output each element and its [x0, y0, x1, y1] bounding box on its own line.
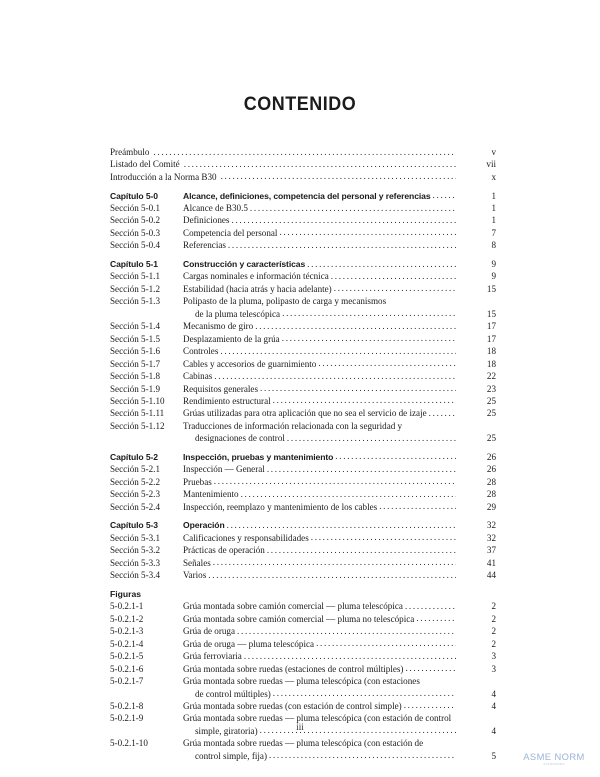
toc-section-row[interactable]	[110, 569, 496, 581]
toc-leader-dots	[279, 227, 456, 239]
toc-entry-title: Alcance de B30.5	[183, 203, 248, 213]
toc-entry-page: 3	[491, 651, 496, 662]
toc-entry-page: 28	[486, 489, 496, 500]
toc-leader-dots	[318, 358, 456, 370]
toc-entry-title-wrap	[183, 420, 456, 432]
toc-entry-page: 22	[486, 371, 496, 382]
toc-entry-title: Grúa de oruga — pluma telescópica	[183, 638, 315, 649]
table-of-contents	[110, 146, 496, 762]
toc-section-row[interactable]	[110, 383, 496, 395]
toc-entry-number: Sección 5-0.1	[110, 203, 161, 213]
toc-entry-page: 32	[486, 532, 496, 543]
toc-entry-title: Requisitos generales	[183, 383, 259, 394]
toc-entry-title: Referencias	[183, 240, 226, 251]
toc-figure-row[interactable]	[110, 650, 496, 662]
toc-entry-title-wrap	[183, 650, 456, 662]
toc-figure-row-cont[interactable]	[110, 688, 496, 700]
watermark-sub-text: STANDARDS	[543, 762, 565, 766]
toc-section-row[interactable]	[110, 270, 496, 282]
toc-entry-title: Definiciones	[183, 215, 230, 226]
toc-leader-dots	[269, 750, 456, 762]
toc-entry-page: x	[491, 171, 496, 182]
toc-leader-dots	[416, 613, 456, 625]
toc-entry-number: 5-0.2.1-5	[110, 651, 144, 662]
toc-entry-title-wrap	[183, 270, 456, 282]
toc-front-matter-row[interactable]	[110, 146, 496, 158]
toc-entry-title-wrap	[219, 171, 456, 183]
toc-entry-title-wrap	[151, 146, 456, 158]
toc-entry-page: 41	[486, 557, 496, 568]
toc-entry-title: Grúa montada sobre ruedas (con estación de control simple)	[183, 700, 402, 711]
toc-entry-title-wrap	[183, 688, 456, 700]
toc-entry-title: de control múltiples)	[195, 688, 271, 699]
toc-entry-number: Sección 5-3.3	[110, 557, 161, 568]
toc-section-row[interactable]	[110, 239, 496, 251]
toc-entry-number: 5-0.2.1-8	[110, 700, 144, 711]
toc-leader-dots	[405, 600, 456, 612]
toc-entry-number: 5-0.2.1-3	[110, 626, 144, 637]
toc-section-row[interactable]	[110, 370, 496, 382]
toc-entry-page: 25	[486, 395, 496, 406]
toc-entry-title: Cables y accesorios de guarnimiento	[183, 358, 317, 369]
toc-entry-number: Sección 5-0.2	[110, 215, 161, 226]
toc-entry-title-wrap	[183, 239, 456, 251]
toc-leader-dots	[379, 501, 456, 513]
toc-entry-title: simple, giratoria)	[195, 725, 258, 736]
toc-entry-title: Grúa montada sobre camión comercial — pluma telescópica	[183, 601, 403, 612]
toc-figure-row[interactable]	[110, 737, 496, 749]
toc-leader-dots	[335, 451, 456, 463]
toc-entry-title-wrap	[183, 544, 456, 556]
toc-chapter-row[interactable]	[110, 519, 496, 531]
toc-entry-title-wrap	[183, 395, 456, 407]
toc-entry-number: Sección 5-3.4	[110, 570, 161, 581]
toc-entry-number: Sección 5-2.1	[110, 464, 161, 475]
toc-entry-title: Grúa montada sobre ruedas — pluma telescópica (con estación de control	[183, 713, 452, 724]
toc-entry-title-wrap	[183, 333, 456, 345]
toc-section-row[interactable]	[110, 333, 496, 345]
toc-leader-dots	[153, 146, 456, 158]
toc-chapter-row[interactable]	[110, 451, 496, 463]
toc-entry-title-wrap	[183, 700, 456, 712]
toc-entry-number: 5-0.2.1-4	[110, 638, 144, 649]
toc-leader-dots	[214, 476, 456, 488]
toc-entry-title-wrap	[183, 737, 456, 749]
toc-entry-title-wrap	[183, 557, 456, 569]
toc-entry-page: 18	[486, 358, 496, 369]
toc-section-row[interactable]	[110, 202, 496, 214]
toc-leader-dots	[429, 407, 456, 419]
toc-leader-dots	[273, 688, 456, 700]
toc-entry-page: vii	[486, 159, 496, 170]
toc-entry-number: 5-0.2.1-2	[110, 613, 144, 624]
toc-entry-page: 1	[491, 215, 496, 226]
toc-entry-page: 32	[486, 520, 496, 531]
toc-entry-title: Señales	[183, 557, 211, 568]
toc-entry-title-wrap	[183, 600, 456, 612]
toc-entry-title-wrap	[183, 569, 456, 581]
toc-entry-number: Sección 5-1.9	[110, 383, 161, 394]
toc-figure-row[interactable]	[110, 600, 496, 612]
toc-figure-row[interactable]	[110, 613, 496, 625]
toc-chapter-row[interactable]	[110, 258, 496, 270]
toc-entry-number: Sección 5-2.4	[110, 501, 161, 512]
toc-entry-title: Grúa montada sobre camión comercial — pluma no telescópica	[183, 613, 415, 624]
toc-section-row[interactable]	[110, 476, 496, 488]
toc-entry-title: de la pluma telescópica	[195, 308, 281, 319]
toc-front-matter-row[interactable]	[110, 171, 496, 183]
toc-leader-dots	[220, 345, 456, 357]
toc-section-row[interactable]	[110, 407, 496, 419]
toc-entry-number: Sección 5-1.10	[110, 395, 165, 406]
toc-entry-number: Capítulo 5-2	[110, 451, 158, 462]
toc-section-row[interactable]	[110, 283, 496, 295]
toc-leader-dots	[307, 258, 456, 270]
toc-entry-title-wrap	[183, 383, 456, 395]
toc-entry-number: Listado del Comité	[110, 159, 180, 170]
toc-leader-dots	[241, 488, 456, 500]
toc-entry-title: Varios	[183, 570, 207, 581]
toc-entry-number: Sección 5-1.8	[110, 371, 161, 382]
toc-entry-title-wrap	[183, 519, 456, 531]
toc-entry-title-wrap	[183, 750, 456, 762]
toc-entry-number: Sección 5-0.3	[110, 227, 161, 238]
toc-entry-title: Cargas nominales e información técnica	[183, 271, 329, 282]
toc-entry-title-wrap	[183, 613, 456, 625]
toc-entry-title-wrap	[183, 532, 456, 544]
toc-leader-dots	[221, 171, 456, 183]
toc-leader-dots	[287, 432, 456, 444]
toc-entry-title: Construcción y características	[183, 259, 306, 269]
toc-entry-title-wrap	[183, 258, 456, 270]
toc-leader-dots	[255, 320, 456, 332]
toc-figure-row-cont[interactable]	[110, 750, 496, 762]
toc-section-row[interactable]	[110, 557, 496, 569]
toc-leader-dots	[433, 190, 456, 202]
toc-leader-dots	[316, 638, 456, 650]
toc-entry-title: Pruebas	[183, 476, 212, 487]
toc-entry-page: 2	[491, 601, 496, 612]
toc-entry-number: Sección 5-3.1	[110, 532, 161, 543]
toc-entry-title-wrap	[183, 501, 456, 513]
toc-entry-title: Inspección, pruebas y mantenimiento	[183, 451, 334, 462]
toc-leader-dots	[282, 308, 456, 320]
toc-section-row[interactable]	[110, 295, 496, 307]
toc-entry-page: 18	[486, 346, 496, 357]
toc-entry-title-wrap	[183, 625, 456, 637]
toc-entry-number: Capítulo 5-0	[110, 190, 158, 201]
toc-entry-page: 17	[486, 321, 496, 332]
toc-entry-title-wrap	[183, 214, 456, 226]
toc-entry-title: control simple, fija)	[195, 750, 267, 761]
toc-entry-title-wrap	[183, 407, 456, 419]
toc-entry-title: Inspección — General	[183, 464, 265, 475]
toc-entry-title-wrap	[183, 451, 456, 463]
page-title: CONTENIDO	[243, 93, 357, 115]
toc-entry-title: Grúa montada sobre ruedas — pluma telescópica (con estación de	[183, 738, 424, 749]
toc-entry-title: Prácticas de operación	[183, 545, 265, 556]
toc-entry-number: 5-0.2.1-7	[110, 676, 144, 687]
toc-entry-title-wrap	[182, 158, 456, 170]
toc-leader-dots	[231, 214, 456, 226]
toc-figure-row[interactable]	[110, 700, 496, 712]
toc-figures-heading-label: Figuras	[110, 588, 142, 599]
toc-entry-number: Sección 5-2.3	[110, 489, 161, 500]
toc-entry-title-wrap	[183, 675, 456, 687]
toc-entry-number: Sección 5-1.3	[110, 296, 161, 307]
toc-section-row[interactable]	[110, 544, 496, 556]
toc-section-row[interactable]	[110, 345, 496, 357]
toc-leader-dots	[405, 663, 456, 675]
toc-section-row[interactable]	[110, 395, 496, 407]
toc-entry-title-wrap	[183, 476, 456, 488]
toc-entry-number: Sección 5-1.7	[110, 358, 161, 369]
toc-entry-title: Grúas utilizadas para otra aplicación que no sea el servicio de izaje	[183, 408, 427, 419]
toc-entry-page: 2	[491, 638, 496, 649]
toc-entry-number: Sección 5-2.2	[110, 476, 161, 487]
toc-leader-dots	[227, 519, 456, 531]
toc-entry-number: Sección 5-1.1	[110, 271, 161, 282]
toc-entry-page: 5	[491, 750, 496, 761]
toc-entry-number: Sección 5-1.12	[110, 420, 165, 431]
toc-entry-title: Cabinas	[183, 371, 213, 382]
toc-entry-title: designaciones de control	[195, 433, 285, 444]
toc-leader-dots	[311, 532, 456, 544]
toc-section-row[interactable]	[110, 320, 496, 332]
toc-entry-number: Capítulo 5-3	[110, 520, 158, 531]
toc-chapter-row[interactable]	[110, 190, 496, 202]
toc-entry-page: 3	[491, 663, 496, 674]
toc-entry-number: Capítulo 5-1	[110, 259, 158, 269]
toc-entry-number: 5-0.2.1-1	[110, 601, 144, 612]
watermark-main-text: ASME NORM	[523, 751, 585, 762]
toc-entry-number: Sección 5-1.2	[110, 283, 161, 294]
toc-entry-title: Competencia del personal	[183, 227, 278, 238]
toc-entry-page: 2	[491, 613, 496, 624]
toc-leader-dots	[213, 557, 456, 569]
toc-leader-dots	[334, 283, 456, 295]
toc-leader-dots	[331, 270, 456, 282]
toc-leader-dots	[273, 395, 456, 407]
toc-entry-page: 23	[486, 383, 496, 394]
toc-section-row[interactable]	[110, 420, 496, 432]
toc-entry-number: Preámbulo	[110, 147, 150, 157]
toc-section-row[interactable]	[110, 227, 496, 239]
toc-section-row[interactable]	[110, 532, 496, 544]
toc-entry-title-wrap	[183, 663, 456, 675]
toc-entry-page: 15	[486, 308, 496, 319]
toc-entry-page: 1	[491, 203, 496, 213]
toc-entry-page: 4	[491, 688, 496, 699]
toc-entry-page: 1	[491, 190, 496, 201]
toc-entry-title-wrap	[183, 370, 456, 382]
toc-entry-title: Rendimiento estructural	[183, 395, 271, 406]
toc-entry-number: 5-0.2.1-10	[110, 738, 148, 749]
toc-entry-number: Sección 5-1.4	[110, 321, 161, 332]
toc-entry-page: 2	[491, 626, 496, 637]
toc-entry-title: Traducciones de información relacionada con la seguridad y	[183, 420, 403, 431]
toc-figure-row[interactable]	[110, 638, 496, 650]
toc-entry-page: 8	[491, 240, 496, 251]
asme-norm-watermark	[512, 752, 596, 767]
toc-entry-title: Grúa de oruga	[183, 626, 236, 637]
toc-entry-page: 26	[486, 451, 496, 462]
toc-figure-row[interactable]	[110, 663, 496, 675]
toc-entry-title: Grúa montada sobre ruedas — pluma telescópica (con estaciones	[183, 676, 420, 687]
toc-entry-title-wrap	[183, 488, 456, 500]
toc-entry-number: Sección 5-1.5	[110, 333, 161, 344]
toc-entry-page: 4	[491, 700, 496, 711]
toc-leader-dots	[214, 370, 456, 382]
toc-figure-row[interactable]	[110, 675, 496, 687]
toc-entry-number: Sección 5-1.6	[110, 346, 161, 357]
toc-section-row-cont[interactable]	[110, 308, 496, 320]
toc-entry-page: 9	[491, 271, 496, 282]
toc-leader-dots	[404, 700, 456, 712]
toc-entry-title-wrap	[183, 283, 456, 295]
toc-entry-page: 25	[486, 433, 496, 444]
toc-leader-dots	[267, 544, 456, 556]
toc-section-row[interactable]	[110, 358, 496, 370]
toc-entry-page: 9	[491, 259, 496, 269]
toc-entry-number: Sección 5-1.11	[110, 408, 165, 419]
toc-entry-number: 5-0.2.1-6	[110, 663, 144, 674]
toc-leader-dots	[184, 158, 456, 170]
toc-entry-title: Mecanismo de giro	[183, 321, 254, 332]
toc-leader-dots	[282, 333, 456, 345]
toc-entry-page: 29	[486, 501, 496, 512]
toc-entry-title-wrap	[183, 227, 456, 239]
toc-entry-title: Estabilidad (hacia atrás y hacia adelante)	[183, 283, 332, 294]
toc-entry-title: Mantenimiento	[183, 489, 239, 500]
toc-figure-row[interactable]	[110, 625, 496, 637]
toc-entry-title: Grúa ferroviaria	[183, 651, 242, 662]
page-folio: iii	[296, 722, 304, 732]
toc-entry-number: Introducción a la Norma B30	[110, 171, 217, 182]
toc-figures-heading	[110, 588, 496, 600]
toc-entry-title-wrap	[183, 295, 456, 307]
toc-entry-title-wrap	[183, 432, 456, 444]
toc-entry-title-wrap	[183, 358, 456, 370]
toc-entry-title: Polipasto de la pluma, polipasto de carga y mecanismos	[183, 296, 387, 307]
toc-leader-dots	[267, 463, 456, 475]
toc-entry-title-wrap	[183, 345, 456, 357]
toc-entry-title-wrap	[183, 320, 456, 332]
toc-entry-page: 15	[486, 283, 496, 294]
toc-entry-title: Desplazamiento de la grúa	[183, 333, 280, 344]
toc-entry-title-wrap	[183, 308, 456, 320]
toc-entry-number: Sección 5-3.2	[110, 545, 161, 556]
toc-entry-number: Sección 5-0.4	[110, 240, 161, 251]
toc-leader-dots	[250, 202, 456, 214]
toc-entry-number: 5-0.2.1-9	[110, 713, 144, 724]
toc-front-matter-row[interactable]	[110, 158, 496, 170]
toc-section-row[interactable]	[110, 214, 496, 226]
toc-entry-page: 28	[486, 476, 496, 487]
toc-entry-page: 44	[486, 570, 496, 581]
toc-leader-dots	[244, 650, 456, 662]
toc-entry-title: Controles	[183, 346, 219, 357]
toc-entry-page: 17	[486, 333, 496, 344]
toc-section-row-cont[interactable]	[110, 432, 496, 444]
toc-entry-title: Alcance, definiciones, competencia del personal y referencias	[183, 190, 431, 201]
toc-entry-title-wrap	[183, 463, 456, 475]
toc-entry-page: 26	[486, 464, 496, 475]
toc-leader-dots	[208, 569, 456, 581]
toc-entry-title: Calificaciones y responsabilidades	[183, 532, 309, 543]
toc-leader-dots	[228, 239, 456, 251]
toc-entry-title-wrap	[183, 202, 456, 214]
toc-entry-title: Grúa montada sobre ruedas (estaciones de control múltiples)	[183, 663, 404, 674]
toc-entry-title: Operación	[183, 520, 225, 531]
toc-leader-dots	[260, 383, 456, 395]
toc-section-row[interactable]	[110, 501, 496, 513]
toc-entry-title-wrap	[183, 638, 456, 650]
toc-leader-dots	[237, 625, 456, 637]
toc-entry-page: 37	[486, 545, 496, 556]
toc-entry-page: 4	[491, 725, 496, 736]
toc-entry-title-wrap	[183, 190, 456, 202]
toc-section-row[interactable]	[110, 463, 496, 475]
toc-section-row[interactable]	[110, 488, 496, 500]
toc-entry-page: 7	[491, 227, 496, 238]
toc-entry-page: 25	[486, 408, 496, 419]
toc-entry-title: Inspección, reemplazo y mantenimiento de los cables	[183, 501, 378, 512]
toc-entry-page: v	[491, 147, 496, 157]
